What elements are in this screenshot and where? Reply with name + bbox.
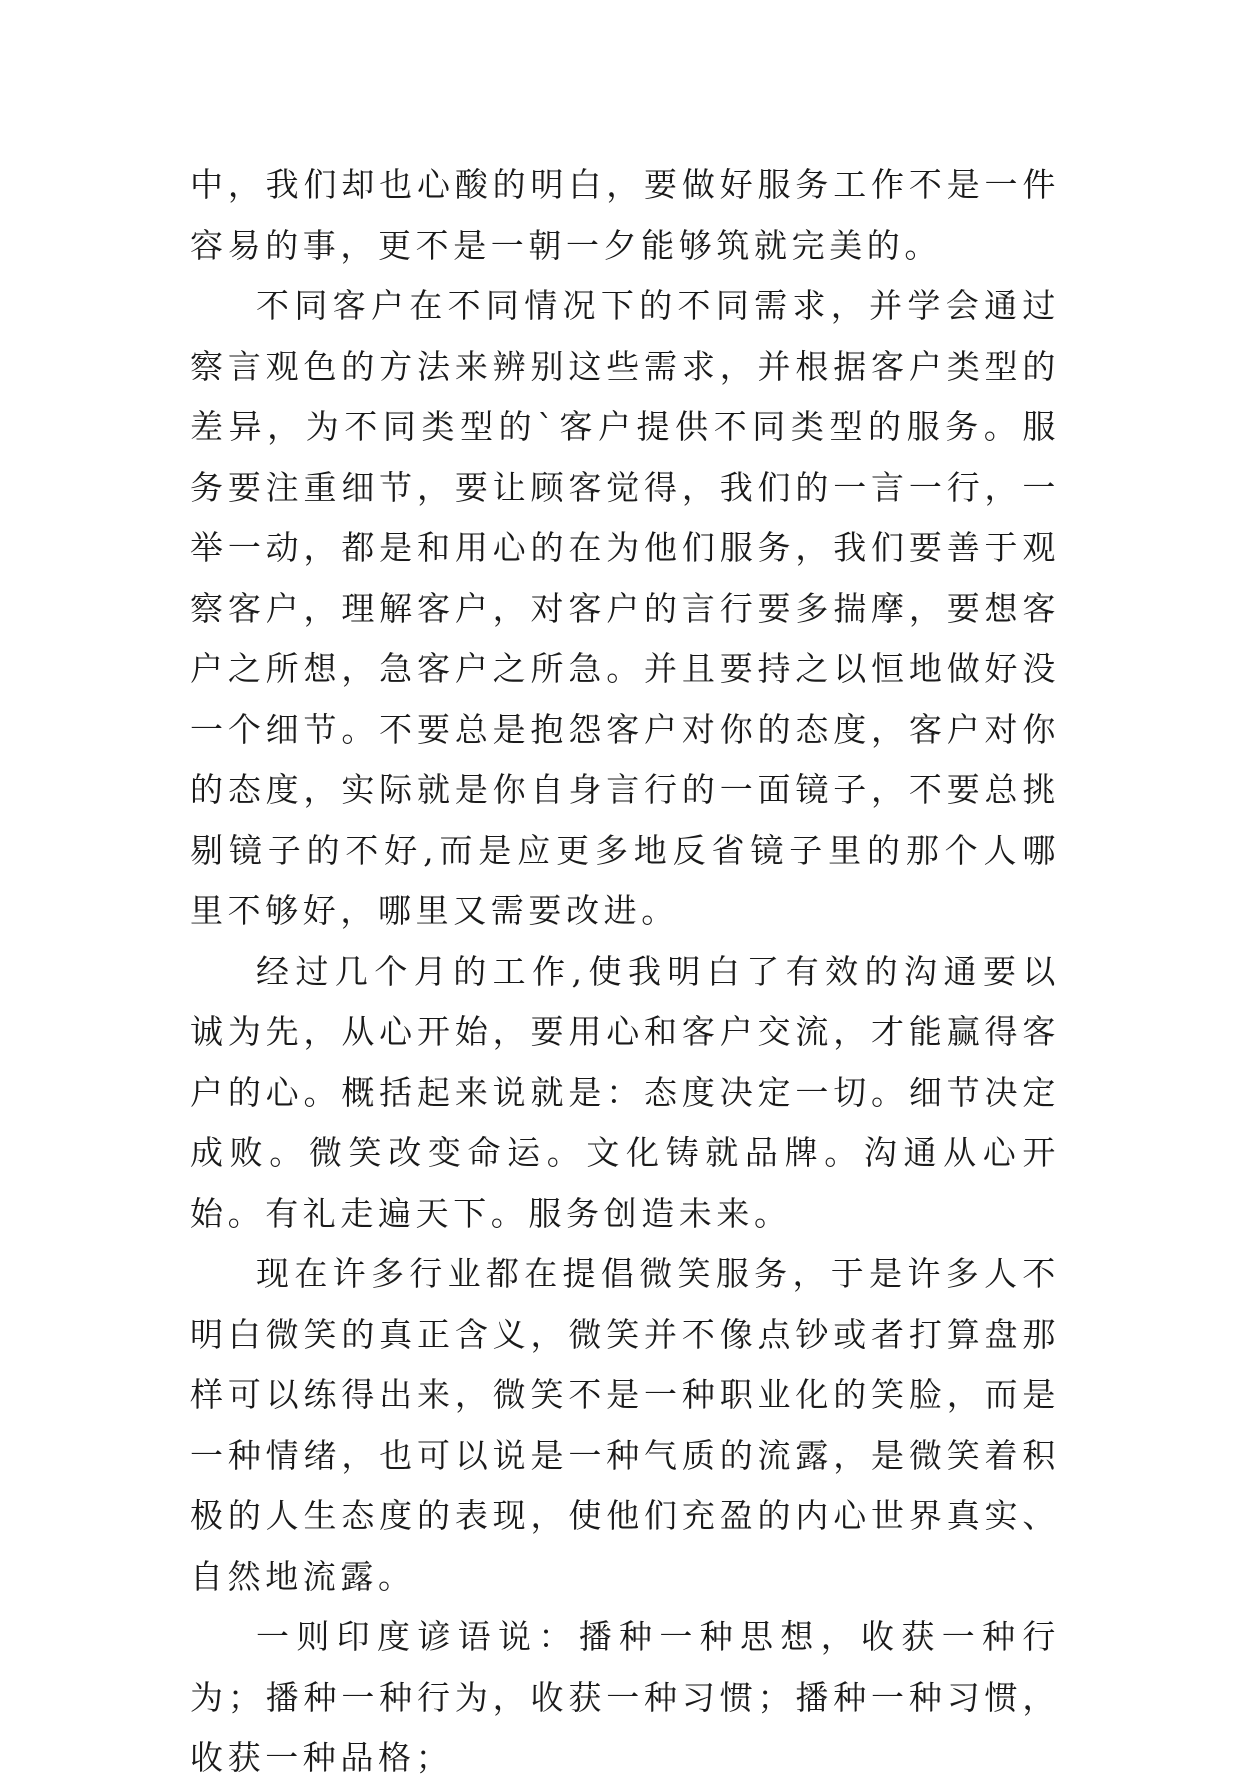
paragraph-4: 现在许多行业都在提倡微笑服务，于是许多人不明白微笑的真正含义，微笑并不像点钞或者打算盘那样可以练得出来，微笑不是一种职业化的笑脸，而是一种情绪，也可以说是一种气质的流露，是微笑着积极的人生态度的表现，使他们充盈的内心世界真实、自然地流露。 [190,1254,1060,1596]
paragraph-5: 一则印度谚语说：播种一种思想，收获一种行为；播种一种行为，收获一种习惯；播种一种习惯，收获一种品格； [190,1617,1060,1777]
document-body [190,155,1060,1789]
paragraph-3: 经过几个月的工作,使我明白了有效的沟通要以诚为先，从心开始，要用心和客户交流，才能赢得客户的心。概括起来说就是：态度决定一切。细节决定成败。微笑改变命运。文化铸就品牌。沟通从心开始。有礼走遍天下。服务创造未来。 [190,951,1060,1233]
paragraph-2: 不同客户在不同情况下的不同需求，并学会通过察言观色的方法来辨别这些需求，并根据客户类型的差异，为不同类型的`客户提供不同类型的服务。服务要注重细节，要让顾客觉得，我们的一言一行，一举一动，都是和用心的在为他们服务，我们要善于观察客户，理解客户，对客户的言行要多揣摩，要想客户之所想，急客户之所急。并且要持之以恒地做好没一个细节。不要总是抱怨客户对你的态度，客户对你的态度，实际就是你自身言行的一面镜子，不要总挑剔镜子的不好,而是应更多地反省镜子里的那个人哪里不够好，哪里又需要改进。 [190,286,1060,930]
paragraph-1: 中，我们却也心酸的明白，要做好服务工作不是一件容易的事，更不是一朝一夕能够筑就完美的。 [190,165,1060,265]
